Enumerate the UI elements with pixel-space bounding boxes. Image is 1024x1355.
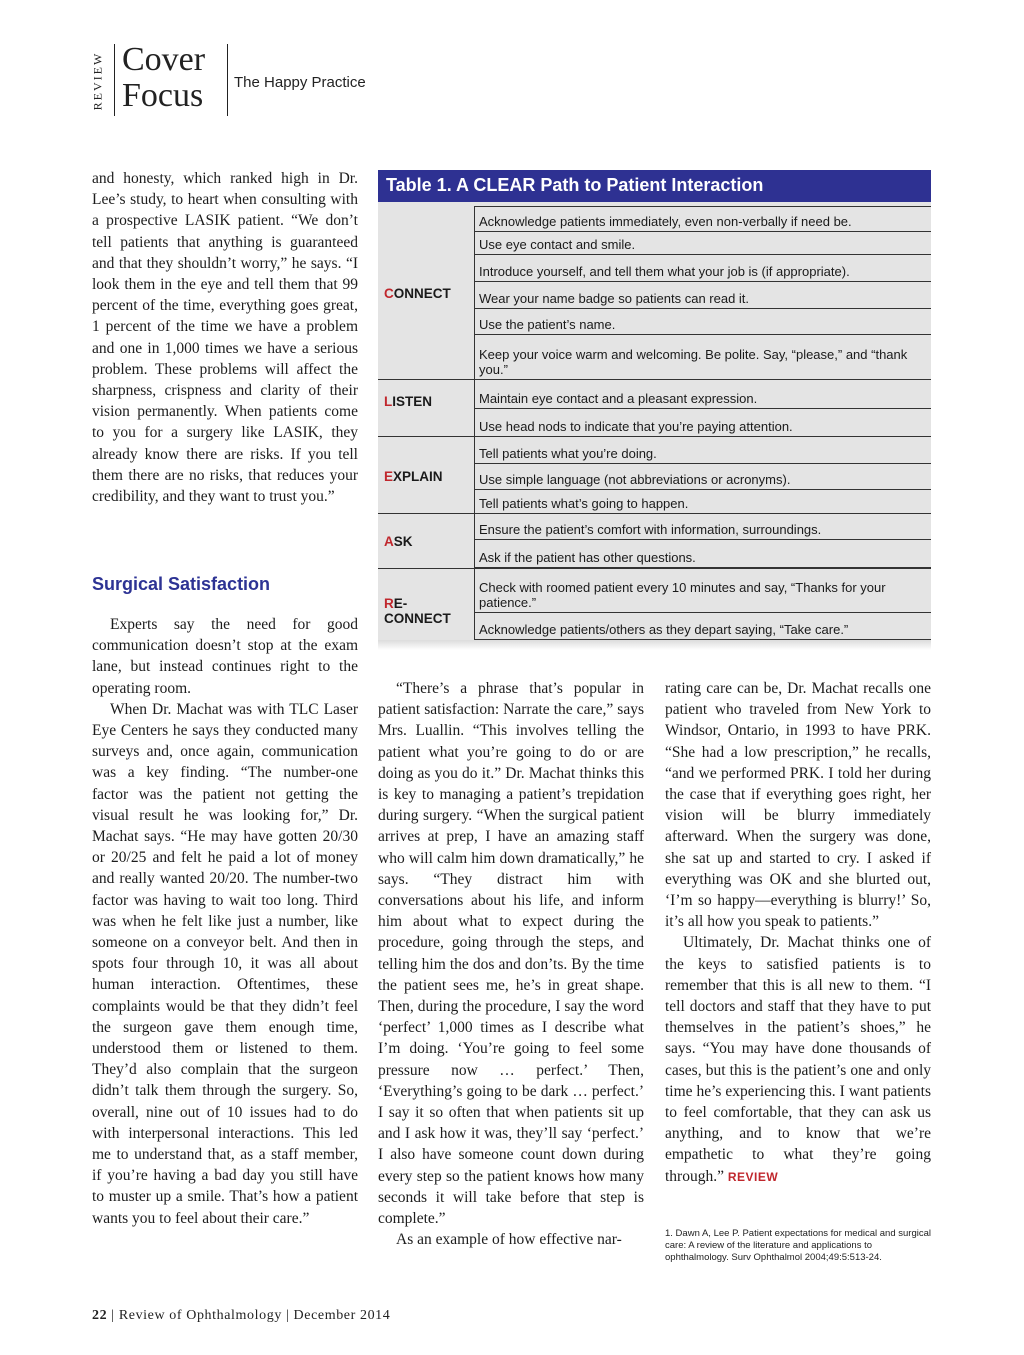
group-label-listen: LISTEN (384, 394, 433, 409)
article-column-2 (378, 678, 644, 1250)
table-row: Ensure the patient’s comfort with information, surroundings. (474, 514, 931, 540)
table-row: Keep your voice warm and welcoming. Be polite. Say, “please,” and “thank you.” (474, 335, 931, 380)
clear-table (378, 202, 931, 648)
page-number: 22 (92, 1308, 108, 1323)
paragraph: “There’s a phrase that’s popular in patient satisfaction: Narrate the care,” says Mrs. Luallin. “This involves telling the patient what you’re going to do or are doing as you do it.” Dr. Machat thinks this is key to managing a patient’s trepidation during surgery. “When the surgical patient arrives at prep, I have an amazing staff who will calm him down dramatically,” he says. “They distract him with conversations about his life, and inform him about what to expect during the procedure, going through the steps, and telling him the dos and don’ts. By the time the patient sees me, he’s in great shape. Then, during the procedure, I say the word ‘perfect’ 1,000 times as I describe what I’m doing. ‘You’re going to feel some pressure now … perfect.’ Then, ‘Everything’s going to be dark … perfect.’ I say it so often that when patients sit up and I ask how it was, they’ll say ‘perfect.’ I also have someone count down during every step so the patient knows how many seconds it will take before that step is complete.” (378, 680, 644, 1228)
article-column-3 (665, 678, 931, 1188)
title-line-2: Focus (122, 77, 204, 114)
reference-list (665, 1228, 935, 1264)
group-label-connect: CONNECT (384, 286, 451, 301)
table-row: Ask if the patient has other questions. (474, 540, 931, 568)
table-row: Wear your name badge so patients can read it. (474, 282, 931, 309)
table-row: Check with roomed patient every 10 minutes and say, “Thanks for your patience.” (474, 569, 931, 613)
table-row: Tell patients what you’re doing. (474, 437, 931, 464)
reference-item: 1. Dawn A, Lee P. Patient expectations for medical and surgical care: A review of the literature and applications to ophthalmology. Surv Ophthalmol 2004;49:5:513-24. (665, 1228, 931, 1263)
header-divider (227, 44, 228, 116)
table-title: Table 1. A CLEAR Path to Patient Interaction (386, 175, 764, 195)
paragraph: As an example of how effective nar- (396, 1231, 622, 1249)
group-label-explain: EXPLAIN (384, 469, 443, 484)
table-row: Acknowledge patients immediately, even non-verbally if need be. (474, 206, 931, 232)
paragraph: and honesty, which ranked high in Dr. Lee’s study, to heart when consulting with a prospective LASIK patient. “We don’t tell patients that anything is guaranteed and that they shouldn’t worry,” he says. “I look them in the eye and tell them that 99 percent of the time, everything goes great, 1 percent of the time we have a problem and one in 1,000 times we have a serious problem. These problems will affect the sharpness, crispness and clarity of their vision permanently. When patients come to you for a surgery like LASIK, they already know there are risks. If you tell them there are no risks, that reduces your credibility, and they want to trust you.” (92, 170, 358, 506)
article-column-1-top (92, 168, 358, 507)
table-row: Introduce yourself, and tell them what your job is (if appropriate). (474, 255, 931, 282)
table-row: Use the patient’s name. (474, 309, 931, 335)
table-row: Acknowledge patients/others as they depart saying, “Take care.” (474, 613, 931, 640)
table-row: Use simple language (not abbreviations or acronyms). (474, 464, 931, 490)
end-mark: REVIEW (727, 1169, 779, 1184)
issue-date: December 2014 (293, 1308, 391, 1323)
paragraph: rating care can be, Dr. Machat recalls one patient who traveled from New York to Windsor, Ontario, in 1993 to have PRK. “She had a low prescription,” he recalls, “and we performed PRK. I told her during the case that if everything goes right, her vision will be blurry immediately afterward. When the surgery was done, she sat up and started to cry. I asked if everything was OK and she blurted out, ‘I’m so happy—everything is blurry!’ So, it’s all how you speak to patients.” (665, 680, 931, 931)
table-row: Use eye contact and smile. (474, 232, 931, 255)
paragraph: Ultimately, Dr. Machat thinks one of the keys to satisfied patients is to remember that this is all new to them. “I tell doctors and staff that they have to put themselves in the patient’s shoes,” he says. “You may have done thousands of cases, but this is the patient’s one and only time he’s experiencing this. I want patients to feel comfortable, that they can ask us anything, and to know that we’re empathetic to what they’re going through.” REVIEW (665, 934, 931, 1185)
table-shadow (378, 640, 931, 650)
title-line-1: Cover (122, 41, 206, 78)
subheading: Surgical Satisfaction (92, 574, 271, 594)
table-row: Maintain eye contact and a pleasant expression. (474, 380, 931, 409)
table-row: Use head nods to indicate that you’re paying attention. (474, 409, 931, 437)
header-divider (114, 44, 115, 116)
table-row: Tell patients what’s going to happen. (474, 490, 931, 514)
table-title-bar (378, 170, 931, 202)
paragraph: When Dr. Machat was with TLC Laser Eye Centers he says they conducted many surveys and, once again, communication was a key finding. “The number-one factor was the patient not getting the visual result he was looking for,” Dr. Machat says. “He may have gotten 20/30 or 20/25 and felt he paid a lot of money and really wanted 20/20. The number-two factor was having to wait too long. Third was when he felt like just a number, like someone on a conveyor belt. And then in spots four through 10, it was all about human interaction. Oftentimes, these complaints would be that they didn’t feel the surgeon gave them enough time, understood them or listened to them. They’d also complain that the surgeon didn’t talk them through the surgery. So, overall, nine out of 10 issues had to do with interpersonal interactions. This led me to understand that, as a staff member, if you’re having a bad day you still have to muster up a smile. That’s how a patient wants you to feel about their care.” (92, 700, 358, 1227)
group-label-reconnect: RE-CONNECT (384, 596, 451, 626)
group-label-ask: ASK (384, 534, 413, 549)
section-name: The Happy Practice (234, 74, 366, 91)
page-footer: 22 | Review of Ophthalmology | December 2014 (92, 1308, 391, 1323)
cover-focus-title (122, 42, 205, 114)
magazine-name: Review of Ophthalmology (118, 1308, 282, 1323)
header-review-label: REVIEW (90, 51, 105, 111)
paragraph: Experts say the need for good communication doesn’t stop at the exam lane, but instead continues right to the operating room. (92, 616, 358, 697)
article-column-1-bottom (92, 614, 358, 1229)
